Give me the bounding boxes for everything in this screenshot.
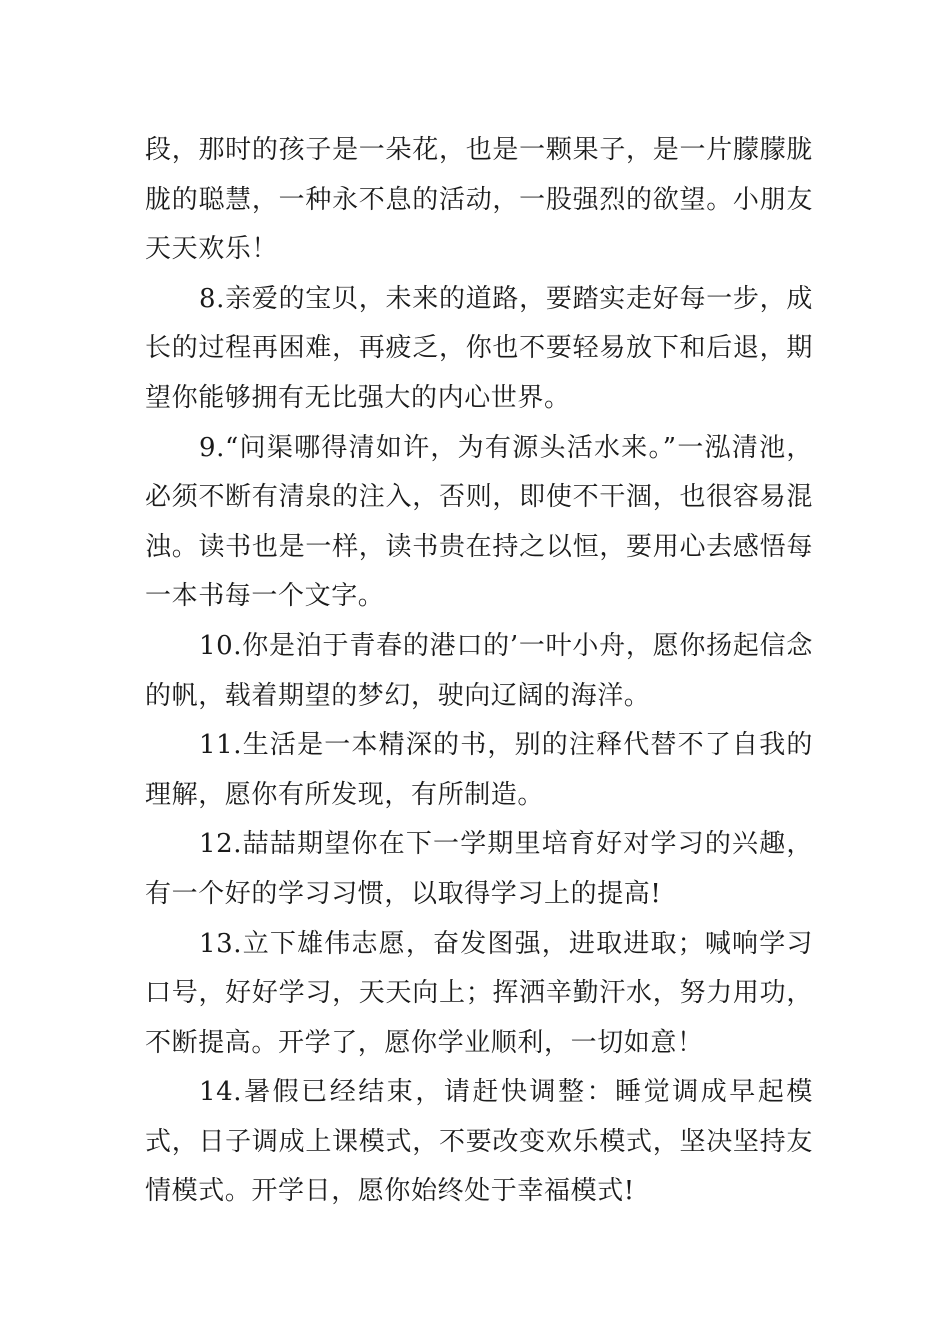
paragraph-item-8: 8.亲爱的宝贝，未来的道路，要踏实走好每一步，成长的过程再困难，再疲乏，你也不要轻易放下和后退，期望你能够拥有无比强大的内心世界。: [145, 283, 813, 413]
paragraph-item-9: 9.“问渠哪得清如许，为有源头活水来。”一泓清池，必须不断有清泉的注入，否则，即使不干涸，也很容易混浊。读书也是一样，读书贵在持之以恒，要用心去感悟每一本书每一个文字。: [145, 432, 813, 612]
paragraph-item-11: 11.生活是一本精深的书，别的注释代替不了自我的理解，愿你有所发现，有所制造。: [145, 730, 813, 810]
paragraph-item-14: 14.暑假已经结束，请赶快调整：睡觉调成早起模式，日子调成上课模式，不要改变欢乐模式，坚决坚持友情模式。开学日，愿你始终处于幸福模式!: [145, 1077, 813, 1207]
document-body: [145, 126, 813, 1217]
paragraph-continuation: 段，那时的孩子是一朵花，也是一颗果子，是一片朦朦胧胧的聪慧，一种永不息的活动，一股强烈的欲望。小朋友天天欢乐！: [145, 135, 813, 265]
paragraph-item-13: 13.立下雄伟志愿，奋发图强，进取进取；喊响学习口号，好好学习，天天向上；挥洒辛勤汗水，努力用功，不断提高。开学了，愿你学业顺利，一切如意！: [145, 928, 813, 1058]
paragraph-item-12: 12.喆喆期望你在下一学期里培育好对学习的兴趣，有一个好的学习习惯，以取得学习上的提高!: [145, 829, 813, 909]
paragraph-item-10: 10.你是泊于青春的港口的’一叶小舟，愿你扬起信念的帆，载着期望的梦幻，驶向辽阔的海洋。: [145, 630, 813, 711]
